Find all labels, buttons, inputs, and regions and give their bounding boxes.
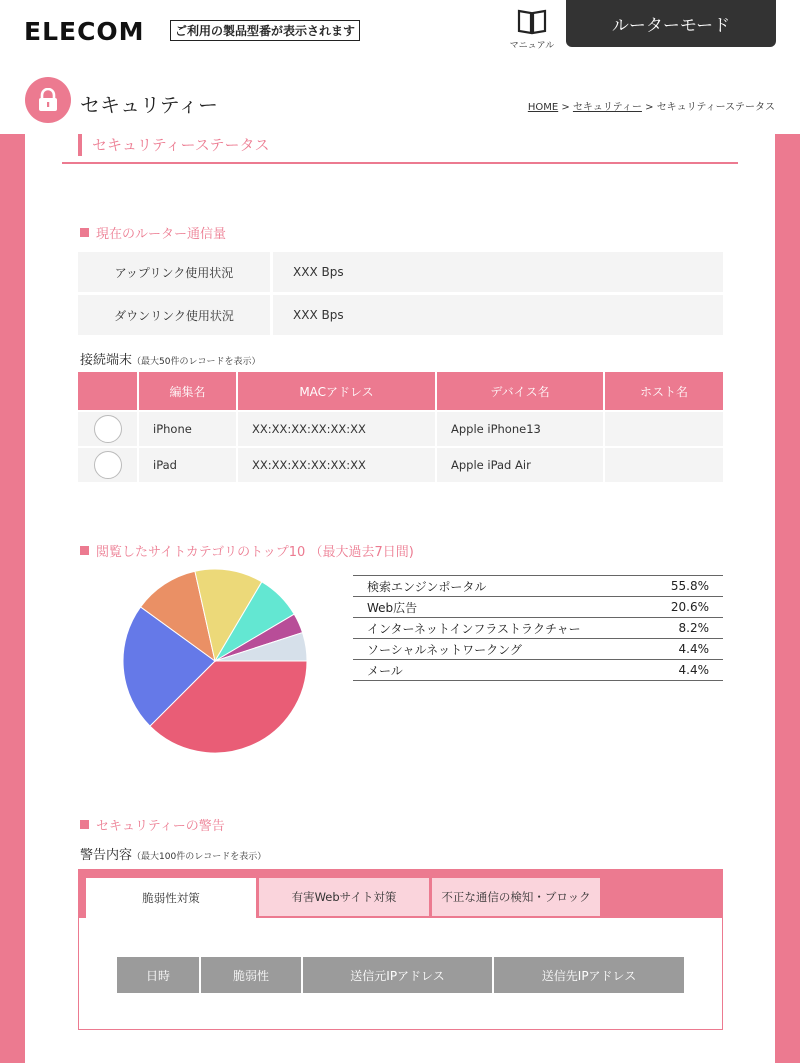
edit-name-cell: iPhone bbox=[139, 412, 236, 446]
alerts-table-header bbox=[117, 957, 684, 993]
breadcrumb-separator: > bbox=[558, 102, 573, 113]
traffic-table bbox=[78, 252, 723, 338]
col-vulnerability: 脆弱性 bbox=[201, 957, 301, 993]
legend-value: 20.6% bbox=[670, 600, 709, 614]
devices-caption-text: 接続端末 bbox=[80, 353, 133, 368]
alerts-caption-note: （最大100件のレコードを表示） bbox=[132, 852, 267, 862]
categories-heading-text: 閲覧したサイトカテゴリのトップ10 （最大過去7日間) bbox=[96, 545, 414, 560]
col-select bbox=[78, 372, 137, 410]
breadcrumb-security[interactable]: セキュリティー bbox=[572, 102, 642, 113]
legend-value: 55.8% bbox=[670, 579, 709, 593]
tab-harmful-sites[interactable]: 有害Webサイト対策 bbox=[259, 878, 429, 916]
category-legend bbox=[353, 575, 723, 681]
left-side-bar bbox=[0, 134, 25, 1063]
table-row bbox=[78, 412, 723, 446]
uplink-value: XXX Bps bbox=[273, 252, 723, 292]
traffic-heading-text: 現在のルーター通信量 bbox=[96, 227, 227, 242]
legend-value: 4.4% bbox=[678, 663, 709, 677]
legend-item bbox=[353, 618, 723, 639]
legend-label: Web広告 bbox=[367, 600, 418, 615]
devices-caption-note: （最大50件のレコードを表示） bbox=[132, 357, 261, 367]
table-row bbox=[78, 252, 723, 292]
mac-cell: XX:XX:XX:XX:XX:XX bbox=[238, 412, 435, 446]
col-mac: MACアドレス bbox=[238, 372, 435, 410]
legend-value: 4.4% bbox=[678, 642, 709, 656]
host-name-cell bbox=[605, 448, 723, 482]
device-name-cell: Apple iPad Air bbox=[437, 448, 603, 482]
book-icon bbox=[516, 8, 548, 36]
page-title: セキュリティー bbox=[80, 93, 218, 117]
alerts-panel bbox=[78, 869, 723, 1030]
devices-table-header bbox=[78, 372, 723, 410]
category-pie-chart bbox=[120, 566, 310, 756]
col-source-ip: 送信元IPアドレス bbox=[303, 957, 492, 993]
breadcrumb-current: セキュリティーステータス bbox=[656, 102, 775, 113]
product-model-note: ご利用の製品型番が表示されます bbox=[170, 20, 360, 41]
devices-caption bbox=[80, 349, 260, 368]
legend-item bbox=[353, 597, 723, 618]
section-divider bbox=[62, 162, 738, 164]
elecom-logo: ELECOM bbox=[24, 17, 145, 46]
select-cell bbox=[78, 412, 137, 446]
legend-item bbox=[353, 660, 723, 681]
col-destination-ip: 送信先IPアドレス bbox=[494, 957, 684, 993]
legend-item bbox=[353, 576, 723, 597]
alerts-caption bbox=[80, 844, 266, 863]
select-cell bbox=[78, 448, 137, 482]
lock-icon bbox=[25, 77, 71, 123]
legend-label: インターネットインフラストラクチャー bbox=[367, 621, 581, 636]
manual-label: マニュアル bbox=[509, 41, 555, 51]
square-bullet-icon bbox=[80, 820, 89, 829]
legend-item bbox=[353, 639, 723, 660]
breadcrumb bbox=[528, 98, 775, 113]
device-radio[interactable] bbox=[94, 415, 122, 443]
categories-heading bbox=[80, 541, 414, 560]
section-title: セキュリティーステータス bbox=[78, 134, 269, 156]
edit-name-cell: iPad bbox=[139, 448, 236, 482]
traffic-heading bbox=[80, 223, 226, 242]
table-row bbox=[78, 295, 723, 335]
manual-link[interactable] bbox=[508, 8, 556, 51]
alerts-tab-bar bbox=[79, 870, 722, 918]
legend-label: 検索エンジンポータル bbox=[367, 579, 487, 594]
legend-label: メール bbox=[367, 663, 403, 678]
alerts-heading bbox=[80, 815, 225, 834]
alerts-heading-text: セキュリティーの警告 bbox=[96, 819, 225, 834]
router-mode-button[interactable]: ルーターモード bbox=[566, 0, 776, 47]
device-radio[interactable] bbox=[94, 451, 122, 479]
right-side-bar bbox=[775, 134, 800, 1063]
square-bullet-icon bbox=[80, 228, 89, 237]
device-name-cell: Apple iPhone13 bbox=[437, 412, 603, 446]
uplink-label: アップリンク使用状況 bbox=[78, 252, 270, 292]
legend-value: 8.2% bbox=[678, 621, 709, 635]
col-edit-name: 編集名 bbox=[139, 372, 236, 410]
col-device-name: デバイス名 bbox=[437, 372, 603, 410]
downlink-label: ダウンリンク使用状況 bbox=[78, 295, 270, 335]
alerts-caption-text: 警告内容 bbox=[80, 848, 133, 863]
devices-table bbox=[78, 372, 723, 482]
legend-label: ソーシャルネットワークング bbox=[367, 642, 522, 657]
tab-vulnerability[interactable]: 脆弱性対策 bbox=[86, 878, 256, 918]
table-row bbox=[78, 448, 723, 482]
tab-illegal-traffic[interactable]: 不正な通信の検知・ブロック bbox=[432, 878, 600, 916]
square-bullet-icon bbox=[80, 546, 89, 555]
breadcrumb-home[interactable]: HOME bbox=[527, 102, 559, 113]
col-host-name: ホスト名 bbox=[605, 372, 723, 410]
col-datetime: 日時 bbox=[117, 957, 199, 993]
host-name-cell bbox=[605, 412, 723, 446]
breadcrumb-separator: > bbox=[641, 102, 657, 113]
mac-cell: XX:XX:XX:XX:XX:XX bbox=[238, 448, 435, 482]
downlink-value: XXX Bps bbox=[273, 295, 723, 335]
